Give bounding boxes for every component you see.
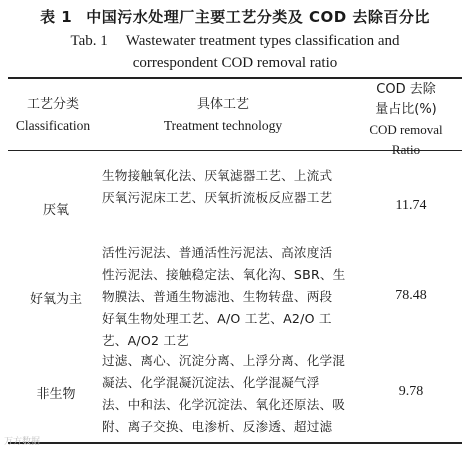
table-top-rule: [8, 77, 462, 79]
table-title-en-line2: correspondent COD removal ratio: [132, 55, 338, 71]
row-aerobic-cod-ratio: 78.48: [395, 288, 427, 303]
header-cod-ratio: [350, 80, 462, 160]
header-classification-cn: 工艺分类: [26, 97, 79, 112]
table-title-en-line1: Wastewater treatment types classification and: [125, 33, 400, 49]
header-technology-cn: 具体工艺: [196, 97, 249, 112]
tech-line: 附、离子交换、电渗析、反渗透、超过滤: [102, 419, 333, 434]
header-cod-en-line1: COD removal: [369, 122, 443, 137]
table-number-cn: 表 1: [40, 8, 73, 26]
table-caption-cn: [0, 6, 470, 27]
header-cod-en-line2: Ratio: [391, 142, 421, 157]
row-aerobic-technology: [102, 242, 360, 352]
header-cod-cn-line2: 量占比(%): [375, 102, 437, 117]
tech-line: 活性污泥法、普通活性污泥法、高浓度活: [102, 245, 333, 260]
row-nonbiological-category: 非生物: [36, 387, 76, 402]
tech-line: 生物接触氧化法、厌氧滤器工艺、上流式: [102, 168, 333, 183]
row-anaerobic-technology: [102, 165, 360, 209]
table-caption-en: [0, 33, 470, 50]
tech-line: 物膜法、普通生物滤池、生物转盘、两段: [102, 289, 333, 304]
tech-line: 性污泥法、接触稳定法、氧化沟、SBR、生: [102, 267, 346, 282]
tech-line: 凝法、化学混凝沉淀法、化学混凝气浮: [102, 375, 320, 390]
header-technology: [98, 94, 348, 136]
row-anaerobic-category: 厌氧: [42, 203, 69, 218]
table-number-en: Tab. 1: [70, 33, 108, 49]
tech-line: 过滤、离心、沉淀分离、上浮分离、化学混: [102, 353, 346, 368]
row-aerobic-category: 好氧为主: [29, 292, 82, 307]
header-technology-en: Treatment technology: [163, 118, 283, 133]
table-title-cn: 中国污水处理厂主要工艺分类及 COD 去除百分比: [86, 8, 430, 26]
tech-line: 法、中和法、化学沉淀法、氧化还原法、吸: [102, 397, 346, 412]
tech-line: 厌氧污泥床工艺、厌氧折流板反应器工艺: [102, 190, 333, 205]
table-bottom-rule: [8, 442, 462, 444]
header-classification: [8, 94, 98, 136]
tech-line: 艺、A/O2 工艺: [102, 333, 189, 348]
header-cod-cn-line1: COD 去除: [376, 82, 436, 97]
row-nonbiological-technology: [102, 350, 360, 438]
row-nonbiological-cod-ratio: 9.78: [398, 384, 424, 399]
row-anaerobic-cod-ratio: 11.74: [395, 198, 427, 213]
watermark-text: 万方数据: [4, 437, 41, 447]
header-classification-en: Classification: [15, 118, 91, 133]
tech-line: 好氧生物处理工艺、A/O 工艺、A2/O 工: [102, 311, 332, 326]
